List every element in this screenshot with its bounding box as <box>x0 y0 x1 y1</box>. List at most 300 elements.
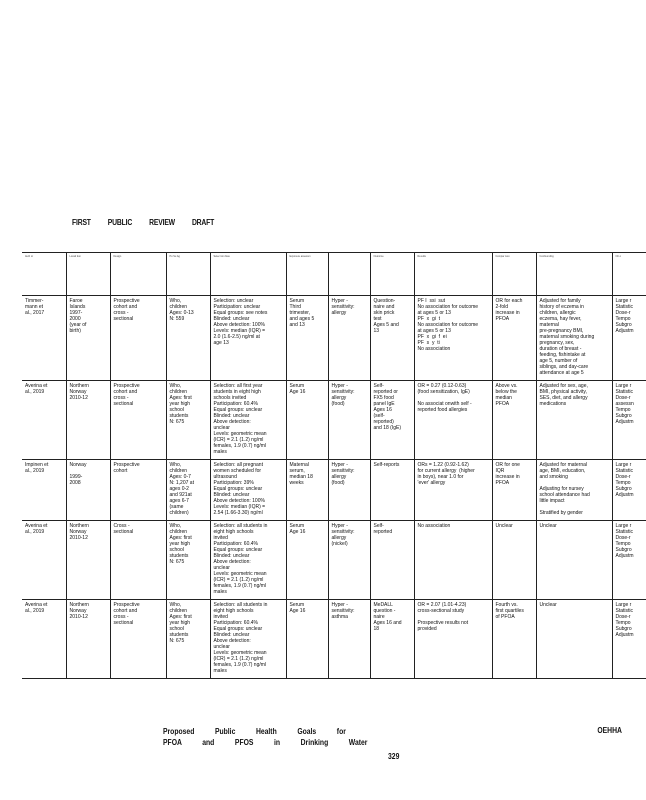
cell-line: Unclear <box>539 602 557 608</box>
cell-line: Participation: 60.4% <box>213 401 258 407</box>
cell-population <box>166 381 210 460</box>
cell-line: Who, <box>169 602 182 608</box>
cell-exposure <box>286 521 328 600</box>
cell-line: Serum <box>289 602 305 608</box>
cell-line: sensitivity: <box>331 529 355 535</box>
cell-line: IQR <box>495 468 505 474</box>
cell-confounding <box>536 296 612 381</box>
cell-confounding <box>536 460 612 521</box>
cell-line: reported) <box>373 419 394 425</box>
cell-line: serum, <box>289 468 305 474</box>
cell-measure <box>370 381 414 460</box>
cell-line: Northern <box>69 602 89 608</box>
cell-line: children) <box>169 510 189 516</box>
cell-line: school <box>169 547 184 553</box>
cell-line: Hyper - <box>331 298 348 304</box>
cell-line: Subgro <box>615 413 632 419</box>
cell-line: Northern <box>69 523 89 529</box>
header-outcome-measure: Outcome <box>370 253 414 296</box>
cell-line: OR = 2.07 (1.01-4.23) <box>417 602 467 608</box>
cell-line: Adjustm <box>615 419 634 425</box>
cell-line: Norway <box>69 389 87 395</box>
cell-line: No association <box>417 346 451 352</box>
cell-line: sectional <box>113 620 134 626</box>
header-exposure: Exposure assessm <box>286 253 328 296</box>
cell-line: maternal smoking during <box>539 334 595 340</box>
cell-population <box>166 521 210 600</box>
cell-line: Adjustm <box>615 553 634 559</box>
cell-line: children <box>169 304 188 310</box>
cell-line: Selection: all pregnant <box>213 462 263 468</box>
cell-location <box>66 460 110 521</box>
draft-header: FIRST PUBLIC REVIEW DRAFT <box>72 218 215 227</box>
cell-line: Equal groups: unclear <box>213 407 263 413</box>
header-selection: Selec tion bias <box>210 253 286 296</box>
header-design: Design <box>110 253 166 296</box>
cell-results <box>414 381 492 460</box>
cell-line: PF x gi f ei <box>417 334 447 340</box>
cell-line: at ages 5 or 13 <box>417 328 451 334</box>
footer-line-1: Proposed Public Health Goals for <box>163 727 346 736</box>
header-confounding: Confounding <box>536 253 612 296</box>
cell-line: trimester, <box>289 310 311 316</box>
cell-line: Levels: median (IQR) = <box>213 504 266 510</box>
cell-line: Large r <box>615 383 632 389</box>
cell-line: ORs = 1.22 (0.92-1.62) <box>417 462 469 468</box>
cell-line: allergy <box>331 535 347 541</box>
cell-line: schools invited <box>213 395 247 401</box>
cell-line: Levels: median (IQR) = <box>213 328 266 334</box>
cell-comparison <box>492 381 536 460</box>
cell-line: reported or <box>373 389 398 395</box>
cell-line: question - <box>373 608 396 614</box>
cell-line: Unclear <box>495 523 513 529</box>
cell-line: Tempo <box>615 620 631 626</box>
cell-line: Hyper - <box>331 602 348 608</box>
cell-line: year high <box>169 541 191 547</box>
cell-design <box>110 460 166 521</box>
cell-line: males <box>213 668 227 674</box>
cell-line: PF x gi t <box>417 316 441 322</box>
cell-line: al., 2019 <box>25 468 45 474</box>
cell-line: No association for outcome <box>417 322 479 328</box>
cell-line: eight high schools <box>213 608 254 614</box>
cell-author <box>22 600 66 679</box>
header-outcome <box>328 253 370 296</box>
cell-results <box>414 296 492 381</box>
header-author: Auth or <box>25 255 34 258</box>
cell-line: age 13 <box>213 340 229 346</box>
cell-selection <box>210 521 286 600</box>
cell-line: Age 16 <box>289 529 306 535</box>
cell-line: allergy <box>331 310 347 316</box>
cell-line: 1999- <box>69 474 83 480</box>
cell-line: cohort <box>113 468 128 474</box>
cell-line: Norway <box>69 608 87 614</box>
cell-line: Age 16 <box>289 389 306 395</box>
cell-line: Adjusted for sex, age, <box>539 383 588 389</box>
cell-line: Faroe <box>69 298 83 304</box>
cell-author <box>22 460 66 521</box>
cell-line: al., 2019 <box>25 529 45 535</box>
cell-line: allergy <box>331 474 347 480</box>
cell-line: Adjusted for maternal <box>539 462 588 468</box>
cell-line: Levels: geometric mean <box>213 431 267 437</box>
cell-line: Averina et <box>25 602 48 608</box>
cell-confounding <box>536 521 612 600</box>
cell-line: and 18 (IgE) <box>373 425 402 431</box>
cell-line: Age 16 <box>289 608 306 614</box>
cell-line: Blinded: unclear <box>213 632 250 638</box>
cell-line: Prospective <box>113 298 140 304</box>
cell-line: medications <box>539 401 567 407</box>
cell-line: Ages 16 and <box>373 620 402 626</box>
cell-line: invited <box>213 535 228 541</box>
cell-outcome <box>328 296 370 381</box>
table-row <box>22 460 646 521</box>
cell-line: Participation: 60.4% <box>213 620 258 626</box>
cell-line: Ages: first <box>169 535 192 541</box>
cell-line: Above detection: <box>213 638 251 644</box>
cell-line: reported food allergies <box>417 407 468 413</box>
cell-line: Averina et <box>25 383 48 389</box>
cell-line: Stratified by gender <box>539 510 583 516</box>
cell-line: 18 <box>373 626 380 632</box>
cell-line: Serum <box>289 298 305 304</box>
cell-location <box>66 600 110 679</box>
cell-line: children <box>169 468 188 474</box>
cell-line: students <box>169 413 189 419</box>
cell-line: sectional <box>113 529 134 535</box>
cell-line: sensitivity: <box>331 304 355 310</box>
cell-line: (ICR) = 2.1 (1.2) ng/ml <box>213 577 264 583</box>
cell-line: Ages: first <box>169 614 192 620</box>
cell-results <box>414 600 492 679</box>
cell-line: children, allergic <box>539 310 576 316</box>
cell-outcome <box>328 521 370 600</box>
cell-other <box>612 381 646 460</box>
cell-selection <box>210 460 286 521</box>
cell-line: No associat onwith self - <box>417 401 472 407</box>
cell-line: weeks <box>289 480 304 486</box>
cell-line: sectional <box>113 401 134 407</box>
cell-population <box>166 600 210 679</box>
cell-outcome <box>328 381 370 460</box>
evidence-table <box>22 252 646 679</box>
cell-line: al., 2017 <box>25 310 45 316</box>
cell-line: OR = 0.27 (0.12-0.63) <box>417 383 467 389</box>
cell-line: (nickel) <box>331 541 348 547</box>
cell-line: Participation: 60.4% <box>213 541 258 547</box>
cell-line: Tempo <box>615 480 631 486</box>
cell-measure <box>370 460 414 521</box>
footer-title <box>163 726 367 748</box>
cell-line: and 13 <box>289 322 305 328</box>
cell-line: allergy <box>331 395 347 401</box>
cell-line: Adjusted for family <box>539 298 581 304</box>
cell-other <box>612 296 646 381</box>
table-row <box>22 381 646 460</box>
cell-comparison <box>492 296 536 381</box>
cell-line: cross - <box>113 614 129 620</box>
cell-line: reported <box>373 529 393 535</box>
cell-line: Above detection: <box>213 419 251 425</box>
cell-line: 2010-12 <box>69 535 88 541</box>
cell-line: eight high schools <box>213 529 254 535</box>
cell-line: children <box>169 608 188 614</box>
cell-line: Selection: all first year <box>213 383 263 389</box>
cell-line: Blinded: unclear <box>213 413 250 419</box>
cell-design <box>110 600 166 679</box>
cell-line: cross - <box>113 310 129 316</box>
cell-line: Cross - <box>113 523 130 529</box>
cell-line: 2008 <box>69 480 81 486</box>
cell-line: Above detection: <box>213 559 251 565</box>
cell-line: Selection: unclear <box>213 298 254 304</box>
cell-line: year high <box>169 401 191 407</box>
cell-line: Statistic <box>615 608 634 614</box>
cell-line: Adjustm <box>615 632 634 638</box>
cell-line: 2.0 (1.6-2.5) ng/ml at <box>213 334 260 340</box>
cell-line: Serum <box>289 383 305 389</box>
table-row <box>22 296 646 381</box>
cell-line: Statistic <box>615 529 634 535</box>
cell-line: and 921at <box>169 492 192 498</box>
cell-line: sensitivity: <box>331 608 355 614</box>
cell-line: birth) <box>69 328 81 334</box>
cell-exposure <box>286 296 328 381</box>
cell-line: (ICR) = 2.1 (1.2) ng/ml <box>213 437 264 443</box>
cell-line: PF s y ti <box>417 340 440 346</box>
cell-line: OR for one <box>495 462 520 468</box>
cell-line: Equal groups: unclear <box>213 486 263 492</box>
cell-line: Self-reports <box>373 462 400 468</box>
cell-line: maternal <box>539 322 559 328</box>
cell-line: pre-pregnancy BMI, <box>539 328 584 334</box>
cell-line: Adjusting for nursey <box>539 486 584 492</box>
cell-line: Ages: 0-7 <box>169 474 191 480</box>
cell-line: assessn <box>615 401 634 407</box>
table-row <box>22 521 646 600</box>
cell-line: No association for outcome <box>417 304 479 310</box>
cell-line: Subgro <box>615 626 632 632</box>
cell-line: Maternal <box>289 462 309 468</box>
cell-design <box>110 521 166 600</box>
cell-line: (food) <box>331 401 345 407</box>
cell-line: Subgro <box>615 547 632 553</box>
cell-line: age, BMI, education, <box>539 468 586 474</box>
cell-line: Tempo <box>615 316 631 322</box>
cell-line: 2000 <box>69 316 81 322</box>
cell-other <box>612 600 646 679</box>
cell-line: siblings, and day-care <box>539 364 589 370</box>
cell-author <box>22 296 66 381</box>
cell-other <box>612 460 646 521</box>
cell-line: 2010-12 <box>69 614 88 620</box>
cell-line: Who, <box>169 298 182 304</box>
cell-results <box>414 521 492 600</box>
cell-line: test <box>373 316 382 322</box>
cell-line: SES, diet, and allergy <box>539 395 588 401</box>
cell-line: 2-fold <box>495 304 509 310</box>
cell-line: N: 1,207 at <box>169 480 194 486</box>
cell-line: Averina et <box>25 523 48 529</box>
cell-line: Dose-r <box>615 614 631 620</box>
cell-line: of PFOA <box>495 614 515 620</box>
cell-line: (food) <box>331 480 345 486</box>
cell-line: Selection: all students in <box>213 602 268 608</box>
cell-line: Selection: all students in <box>213 523 268 529</box>
cell-line: N: 675 <box>169 419 185 425</box>
cell-line: cross - <box>113 395 129 401</box>
cell-line: Subgro <box>615 322 632 328</box>
cell-line: increase in <box>495 310 520 316</box>
cell-exposure <box>286 381 328 460</box>
cell-other <box>612 521 646 600</box>
cell-line: asthma <box>331 614 348 620</box>
cell-line: Subgro <box>615 486 632 492</box>
cell-line: OR for each <box>495 298 523 304</box>
cell-line: for current allergy (higher <box>417 468 475 474</box>
cell-line: students <box>169 632 189 638</box>
cell-line: PF I ssi sut <box>417 298 446 304</box>
cell-measure <box>370 296 414 381</box>
cell-line: Large r <box>615 602 632 608</box>
cell-line: Ages: first <box>169 395 192 401</box>
cell-line: median 18 <box>289 474 313 480</box>
cell-line: Dose-r <box>615 474 631 480</box>
cell-author <box>22 381 66 460</box>
cell-confounding <box>536 600 612 679</box>
table-row <box>22 600 646 679</box>
cell-line: Participation: 39% <box>213 480 254 486</box>
cell-line: Adjustm <box>615 492 634 498</box>
cell-line: Third <box>289 304 301 310</box>
cell-line: Ages 16 <box>373 407 392 413</box>
cell-line: students <box>169 553 189 559</box>
header-results: Results <box>414 253 492 296</box>
cell-line: Dose-r <box>615 395 631 401</box>
header-other: Otr o <box>612 253 646 296</box>
cell-line: little impact <box>539 498 565 504</box>
cell-line: school <box>169 407 184 413</box>
cell-results <box>414 460 492 521</box>
cell-line: children <box>169 529 188 535</box>
cell-line: females, 1.9 (0.7) ng/ml <box>213 443 267 449</box>
cell-line: 1997- <box>69 310 83 316</box>
cell-line: invited <box>213 614 228 620</box>
cell-line: Hyper - <box>331 523 348 529</box>
cell-line: Statistic <box>615 389 634 395</box>
cell-line: females, 1.9 (0.7) ng/ml <box>213 583 267 589</box>
cell-selection <box>210 296 286 381</box>
cell-line: (food sensitization, IgE) <box>417 389 470 395</box>
cell-line: students in eight high <box>213 389 261 395</box>
cell-line: Prospective results not <box>417 620 469 626</box>
cell-line: FX5 food <box>373 395 394 401</box>
cell-line: and ages 5 <box>289 316 315 322</box>
cell-line: ages 0-2 <box>169 486 189 492</box>
cell-line: Equal groups: unclear <box>213 626 263 632</box>
cell-line: feeding, fishintake at <box>539 352 586 358</box>
cell-line: al., 2019 <box>25 389 45 395</box>
cell-line: unclear <box>213 644 230 650</box>
cell-line: cohort and <box>113 389 138 395</box>
cell-line: at ages 5 or 13 <box>417 310 451 316</box>
cell-line: attendance at age 5 <box>539 370 584 376</box>
cell-line: Blinded: unclear <box>213 316 250 322</box>
cell-line: PFOA <box>495 316 510 322</box>
cell-line: unclear <box>213 425 230 431</box>
cell-line: skin prick <box>373 310 395 316</box>
cell-line: Ages 5 and <box>373 322 399 328</box>
cell-line: Statistic <box>615 304 634 310</box>
cell-line: N: 559 <box>169 316 185 322</box>
cell-line: Prospective <box>113 462 140 468</box>
cell-line: Blinded: unclear <box>213 492 250 498</box>
cell-comparison <box>492 460 536 521</box>
cell-line: ultrasound <box>213 474 237 480</box>
cell-line: increase in <box>495 474 520 480</box>
cell-line: Who, <box>169 462 182 468</box>
cell-line: 2010-12 <box>69 395 88 401</box>
cell-line: Prospective <box>113 383 140 389</box>
cell-confounding <box>536 381 612 460</box>
cell-exposure <box>286 460 328 521</box>
cell-line: women scheduled for <box>213 468 262 474</box>
cell-line: PFOA <box>495 480 510 486</box>
cell-line: Islands <box>69 304 86 310</box>
cell-line: first quartiles <box>495 608 524 614</box>
footer-agency: OEHHA <box>597 726 622 735</box>
cell-line: BMI, physical activity, <box>539 389 587 395</box>
cell-line: pregnancy, sex, <box>539 340 575 346</box>
cell-line: Adjustm <box>615 328 634 334</box>
cell-line: males <box>213 589 227 595</box>
cell-exposure <box>286 600 328 679</box>
cell-line: al., 2019 <box>25 608 45 614</box>
cell-line: provided <box>417 626 437 632</box>
cell-line: Above detection: 100% <box>213 322 265 328</box>
cell-selection <box>210 600 286 679</box>
cell-line: Large r <box>615 523 632 529</box>
cell-line: N: 675 <box>169 638 185 644</box>
cell-line: Norway <box>69 462 87 468</box>
cell-line: Who, <box>169 383 182 389</box>
cell-line: MeDALL <box>373 602 393 608</box>
cell-line: naire <box>373 614 385 620</box>
table-header-row <box>22 253 646 296</box>
cell-line: PFOA <box>495 401 510 407</box>
page-number: 329 <box>388 752 400 761</box>
cell-line: duration of breast - <box>539 346 582 352</box>
cell-design <box>110 381 166 460</box>
cell-line: No association <box>417 523 451 529</box>
cell-line: panel IgE <box>373 401 395 407</box>
header-population: Po Su Ag <box>166 253 210 296</box>
header-comparison: Compar ison <box>492 253 536 296</box>
cell-line: sectional <box>113 316 134 322</box>
cell-selection <box>210 381 286 460</box>
cell-line: Fourth vs. <box>495 602 518 608</box>
cell-line: 2.54 (1.66-3.30) ng/ml <box>213 510 263 516</box>
cell-line: N: 675 <box>169 559 185 565</box>
cell-comparison <box>492 521 536 600</box>
cell-line: Ages: 0-13 <box>169 310 194 316</box>
cell-line: (year of <box>69 322 87 328</box>
cell-line: mann et <box>25 304 44 310</box>
cell-line: Question- <box>373 298 396 304</box>
